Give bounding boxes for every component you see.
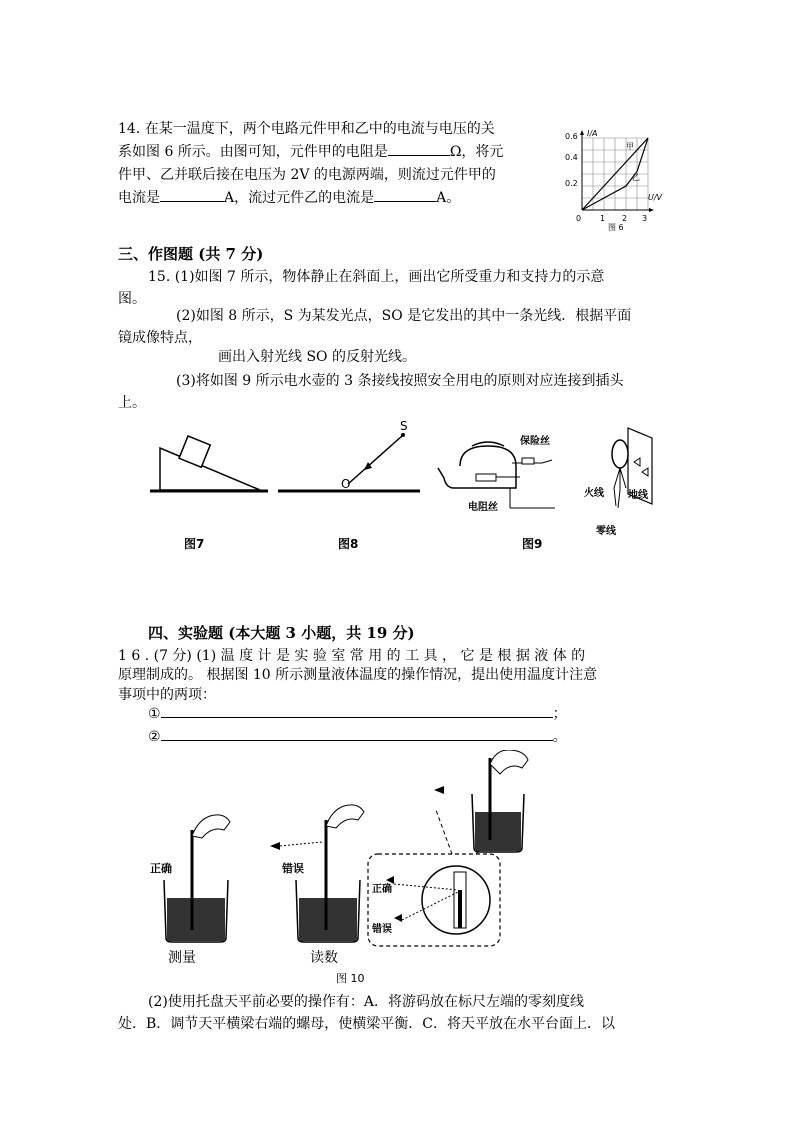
fuse-icon	[522, 458, 534, 464]
hand-icon	[192, 815, 230, 838]
y-axis-arrow-icon	[580, 130, 584, 135]
liquid	[475, 812, 521, 851]
q14-line2-text: 系如图 6 所示。由图可知，元件甲的电阻是	[118, 144, 388, 160]
figure-7-caption: 图7	[184, 537, 205, 551]
liquid	[167, 898, 225, 941]
y-tick-label: 0.4	[565, 153, 578, 162]
q14-line2-unit: Ω，将元	[449, 144, 504, 160]
q15-part1-line1: 15. (1)如图 7 所示，物体静止在斜面上，画出它所受重力和支持力的示意	[148, 269, 605, 285]
q15-part2-line3: 画出入射光线 SO 的反射光线。	[218, 349, 416, 365]
kettle-icon	[438, 446, 516, 488]
q15-part1-line2: 图。	[118, 291, 146, 307]
answer-blank-resistance[interactable]	[388, 141, 450, 156]
x-tick-label: 0	[576, 214, 582, 223]
q14-line4-text-b: A，流过元件乙的电流是	[224, 190, 375, 206]
measure-label: 测量	[168, 950, 196, 966]
figure-6-iv-chart	[560, 126, 668, 232]
q14-line4-text-a: 电流是	[118, 190, 160, 206]
q14-line4-text-c: A。	[436, 190, 461, 206]
neutral-wire-label: 零线	[596, 526, 616, 537]
q14-line4	[118, 187, 460, 209]
q16-line2: 原理制成的。 根据图 10 所示测量液体温度的操作情况，提出使用温度计注意	[118, 667, 598, 683]
q16-item-2	[148, 726, 567, 748]
figures-7-8-9	[150, 418, 660, 558]
fuse-label: 保险丝	[520, 436, 550, 447]
resistor-label: 电阻丝	[468, 502, 498, 513]
q16-part2-line2: 处．B．调节天平横梁右端的螺母，使横梁平衡．C．将天平放在水平台面上．以	[118, 1016, 615, 1032]
eye-icon	[434, 786, 444, 794]
figure-10-caption: 图 10	[336, 972, 365, 985]
q16-part2-line1: (2)使用托盘天平前必要的操作有：A．将游码放在标尺左端的零刻度线	[148, 994, 584, 1010]
read-label: 读数	[310, 950, 338, 966]
live-wire-label: 火线	[584, 488, 604, 499]
figure-6-caption: 图 6	[608, 223, 624, 232]
beaker-read-wrong	[270, 805, 364, 966]
q15-part3-line1: (3)将如图 9 所示电水壶的 3 条接线按照安全用电的原则对应连接到插头	[176, 373, 624, 389]
series-yi-label: 乙	[632, 173, 640, 182]
q16-item-1	[148, 703, 567, 725]
x-axis-label: U/V	[648, 193, 663, 202]
x-tick-label: 1	[600, 214, 606, 223]
q16-line1: 1 6 . (7 分) (1) 温 度 计 是 实 验 室 常 用 的 工 具 ， 它 是 根 据 液 体 的	[118, 648, 586, 664]
item-1-end: ；	[552, 706, 567, 722]
plug-icon	[612, 440, 628, 468]
q16-line3: 事项中的两项：	[118, 687, 216, 703]
beaker-measure-correct	[150, 815, 230, 966]
block-on-incline	[179, 436, 210, 467]
answer-blank-item-1[interactable]	[161, 703, 553, 718]
section-3-heading: 三、作图题 (共 7 分)	[118, 245, 264, 263]
eye-icon	[394, 914, 402, 922]
q15-part2-line2: 镜成像特点，	[118, 330, 202, 346]
q15-part3-line2: 上。	[118, 395, 146, 411]
x-tick-label: 3	[642, 214, 648, 223]
q14-line3: 件甲、乙并联后接在电压为 2V 的电源两端，则流过元件甲的	[118, 167, 496, 183]
hand-icon	[326, 805, 364, 828]
y-axis-label: I/A	[587, 129, 598, 138]
y-tick-label: 0.6	[565, 132, 578, 141]
item-1-marker: ①	[148, 706, 161, 722]
x-tick-label: 2	[622, 214, 628, 223]
liquid	[299, 898, 357, 941]
eye-icon	[386, 876, 394, 884]
incident-ray	[348, 436, 402, 484]
series-jia-label: 甲	[626, 142, 634, 151]
correct-label: 正确	[150, 862, 172, 875]
wrong-label: 错误	[372, 924, 392, 935]
point-s-label: S	[400, 419, 408, 433]
ground-wire-label: 地线	[628, 490, 648, 501]
figure-8-mirror	[278, 419, 420, 551]
figure-10-thermometer	[146, 750, 546, 986]
figure-7-incline	[150, 436, 268, 551]
eye-icon	[270, 842, 280, 850]
light-source-point	[401, 433, 405, 437]
q14-line2	[118, 141, 503, 163]
answer-blank-current-jia[interactable]	[160, 187, 224, 202]
y-tick-label: 0.2	[565, 179, 578, 188]
beaker-read-top	[434, 750, 528, 852]
hand-icon	[490, 750, 528, 774]
q14-line1: 14. 在某一温度下，两个电路元件甲和乙中的电流与电压的关	[118, 121, 495, 137]
figure-9-kettle-socket	[438, 428, 652, 551]
item-2-end: 。	[552, 729, 567, 745]
x-axis-arrow-icon	[649, 208, 654, 212]
figure-8-caption: 图8	[338, 537, 359, 551]
figure-9-caption: 图9	[522, 537, 543, 551]
answer-blank-current-yi[interactable]	[374, 187, 436, 202]
point-o-label: O	[341, 477, 351, 491]
q15-part2-line1: (2)如图 8 所示，S 为某发光点，SO 是它发出的其中一条光线．根据平面	[176, 308, 632, 324]
item-2-marker: ②	[148, 729, 161, 745]
section-4-heading: 四、实验题 (本大题 3 小题，共 19 分)	[148, 624, 415, 642]
correct-label: 正确	[372, 884, 392, 895]
wrong-label: 错误	[282, 862, 304, 875]
answer-blank-item-2[interactable]	[161, 726, 553, 741]
